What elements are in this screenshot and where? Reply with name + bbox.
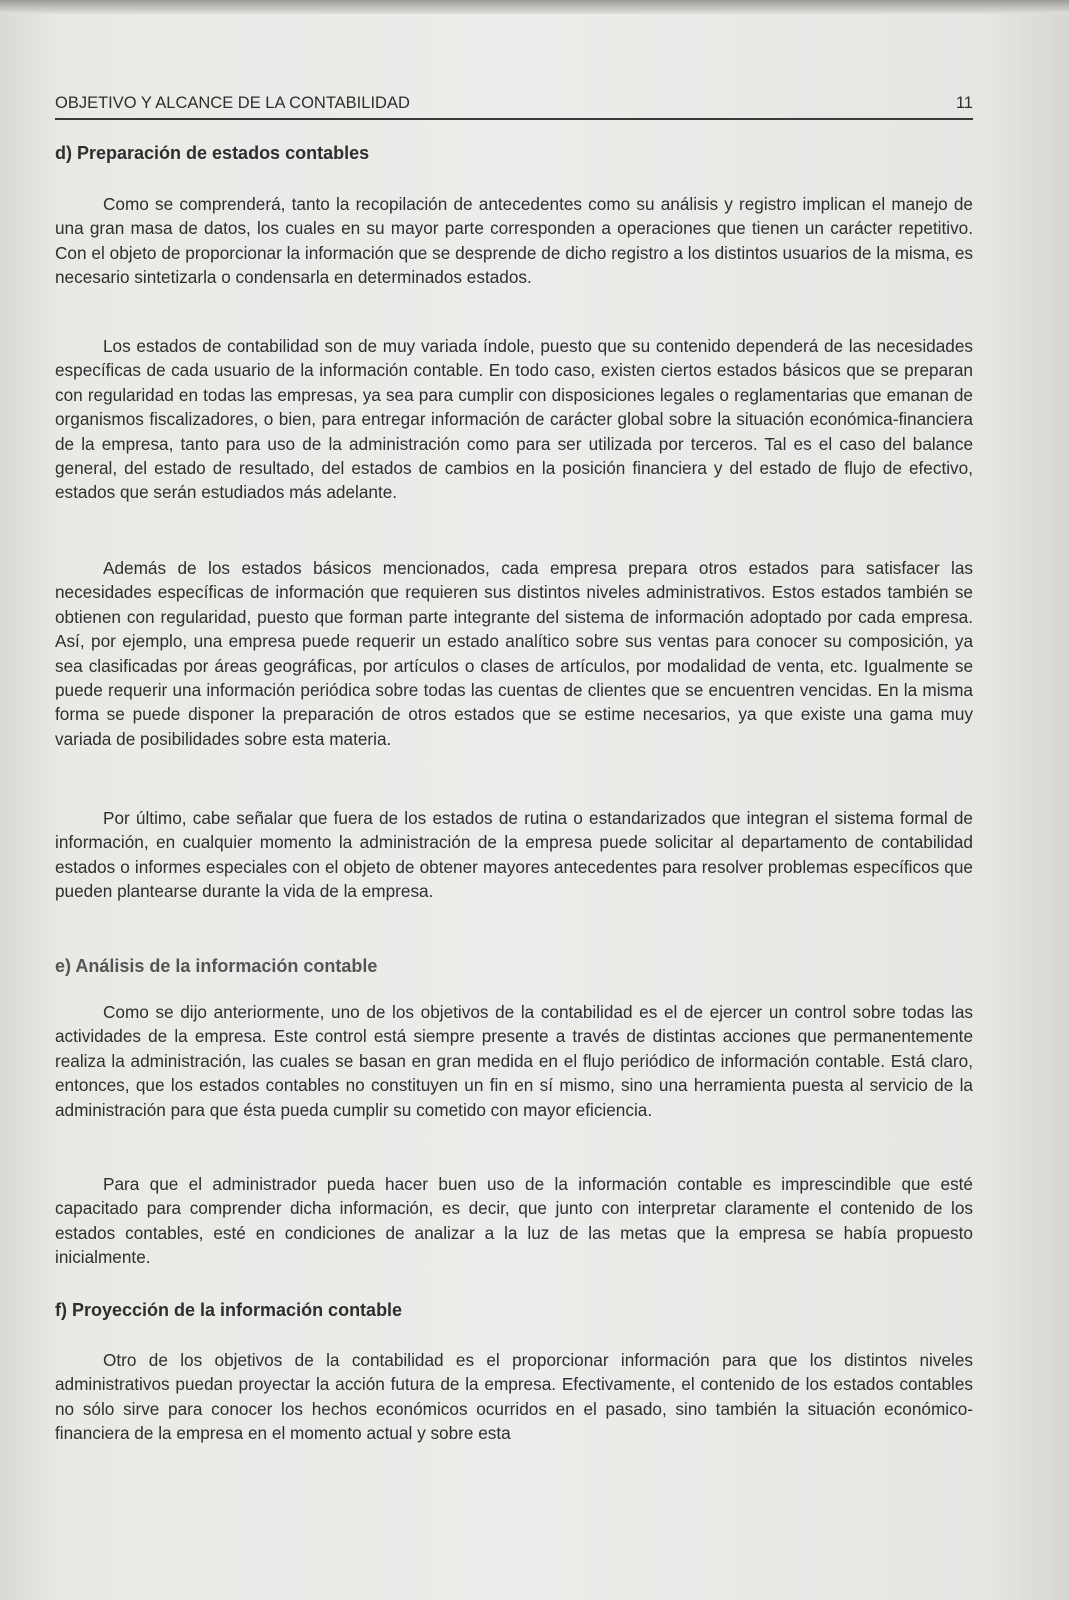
section-heading-f: f) Proyección de la información contable — [55, 1300, 403, 1320]
paragraph: Otro de los objetivos de la contabilidad es el proporcionar información para que los distintos niveles administrativos puedan proyectar la acción futura de la empresa. Efectivamente, el contenido de los estados contables no sólo sirve para conocer los hechos económicos ocurridos en el pasado, sino también la situación económico-financiera de la empresa en el momento actual y sobre esta — [55, 1350, 973, 1444]
scan-edge — [0, 0, 1069, 14]
paragraph: Como se comprenderá, tanto la recopilación de antecedentes como su análisis y registro implican el manejo de una gran masa de datos, los cuales en su mayor parte corresponden a operaciones que tienen un carácter repetitivo. Con el objeto de proporcionar la información que se desprende de dicho registro a los distintos usuarios de la misma, es necesario sintetizarla o condensarla en determinados estados. — [55, 194, 973, 288]
page-number: 11 — [955, 94, 973, 112]
running-header — [55, 94, 973, 113]
paragraph: Para que el administrador pueda hacer buen uso de la información contable es imprescindible que esté capacitado para comprender dicha información, es decir, que junto con interpretar claramente el contenido de los estados contables, esté en condiciones de analizar a la luz de las metas que la empresa se había propuesto inicialmente. — [55, 1174, 973, 1268]
paragraph: Los estados de contabilidad son de muy variada índole, puesto que su contenido dependerá de las necesidades específicas de cada usuario de la información contable. En todo caso, existen ciertos estados básicos que se preparan con regularidad en todas las empresas, ya sea para cumplir con disposiciones legales o reglamentarias que emanan de organismos fiscalizadores, o bien, para entregar información de carácter global sobre la situación económica-financiera de la empresa, tanto para uso de la administración como para ser utilizada por terceros. Tal es el caso del balance general, del estado de resultado, del estados de cambios en la posición financiera y del estado de flujo de efectivo, estados que serán estudiados más adelante. — [55, 336, 973, 503]
paragraph: Como se dijo anteriormente, uno de los objetivos de la contabilidad es el de ejercer un control sobre todas las actividades de la empresa. Este control está siempre presente a través de distintas acciones que permanentemente realiza la administración, las cuales se basan en gran medida en el flujo periódico de información contable. Está claro, entonces, que los estados contables no constituyen un fin en sí mismo, sino una herramienta puesta al servicio de la administración para que ésta pueda cumplir su cometido con mayor eficiencia. — [55, 1002, 973, 1120]
section-heading-d: d) Preparación de estados contables — [55, 143, 370, 163]
header-rule — [55, 118, 973, 120]
section-heading-e: e) Análisis de la información contable — [55, 956, 378, 976]
paragraph: Por último, cabe señalar que fuera de los estados de rutina o estandarizados que integran el sistema formal de información, en cualquier momento la administración de la empresa puede solicitar al departamento de contabilidad estados o informes especiales con el objeto de obtener mayores antecedentes para resolver problemas específicos que pueden plantearse durante la vida de la empresa. — [55, 808, 973, 902]
header-title: OBJETIVO Y ALCANCE DE LA CONTABILIDAD — [55, 94, 410, 112]
paragraph: Además de los estados básicos mencionados, cada empresa prepara otros estados para satisfacer las necesidades específicas de información que requieren sus distintos niveles administrativos. Estos estados también se obtienen con regularidad, puesto que forman parte integrante del sistema de información adoptado por cada empresa. Así, por ejemplo, una empresa puede requerir un estado analítico sobre sus ventas para conocer su composición, ya sea clasificadas por áreas geográficas, por artículos o clases de artículos, por modalidad de venta, etc. Igualmente se puede requerir una información periódica sobre todas las cuentas de clientes que se encuentren vencidas. En la misma forma se puede disponer la preparación de otros estados que se estime necesarios, ya que existe una gama muy variada de posibilidades sobre esta materia. — [55, 558, 973, 749]
